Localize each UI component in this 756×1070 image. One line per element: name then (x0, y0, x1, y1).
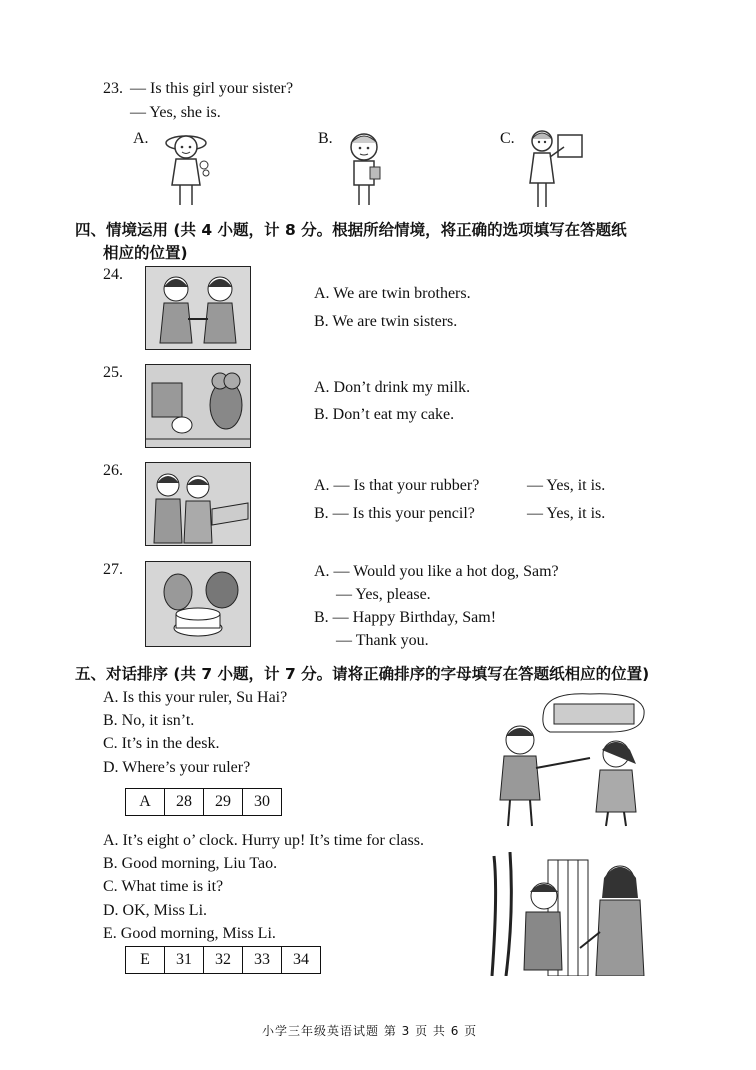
dialog1-line-d: D. Where’s your ruler? (103, 759, 251, 776)
q27-option-a-reply: — Yes, please. (336, 586, 431, 603)
boy-illustration (340, 125, 388, 210)
dialog1-answer-cell[interactable]: 29 (204, 789, 243, 816)
dialog1-line-c: C. It’s in the desk. (103, 735, 220, 752)
q26-children-desk-picture (145, 462, 251, 546)
q26-option-b-reply: — Yes, it is. (527, 505, 606, 522)
dialog2-answer-cell[interactable]: 32 (204, 947, 243, 974)
q26-option-a-reply: — Yes, it is. (527, 477, 606, 494)
page-footer: 小学三年级英语试题 第 3 页 共 6 页 (262, 1024, 478, 1038)
dialog1-answer-cell[interactable]: 30 (243, 789, 282, 816)
dialog2-answer-table (125, 946, 321, 974)
q27-option-b-reply: — Thank you. (336, 632, 429, 649)
q23-option-a: A. (133, 130, 149, 147)
dialog1-answer-cell[interactable]: 28 (165, 789, 204, 816)
girl-illustration (160, 125, 212, 210)
q27-option-a: A. — Would you like a hot dog, Sam? (314, 563, 559, 580)
dialog2-illustration (488, 852, 648, 976)
section4-heading-line1: 四、情境运用 (共 4 小题，计 8 分。根据所给情境，将正确的选项填写在答题纸 (75, 221, 627, 239)
q24-option-a: A. We are twin brothers. (314, 285, 471, 302)
dialog1-illustration (490, 688, 648, 828)
q25-number: 25. (103, 364, 123, 381)
q27-option-b: B. — Happy Birthday, Sam! (314, 609, 497, 626)
dialog2-answer-cell[interactable]: 33 (243, 947, 282, 974)
dialog2-answer-cell[interactable]: 34 (282, 947, 321, 974)
dialog2-line-a: A. It’s eight o’ clock. Hurry up! It’s time for class. (103, 832, 424, 849)
dialog1-line-b: B. No, it isn’t. (103, 712, 195, 729)
q25-option-a: A. Don’t drink my milk. (314, 379, 471, 396)
q25-mouse-picture (145, 364, 251, 448)
q24-option-b: B. We are twin sisters. (314, 313, 458, 330)
dialog2-line-b: B. Good morning, Liu Tao. (103, 855, 278, 872)
section4-heading-line2: 相应的位置) (103, 244, 188, 262)
dialog2-line-e: E. Good morning, Miss Li. (103, 925, 276, 942)
q26-option-a: A. — Is that your rubber? (314, 477, 480, 494)
dialog2-answer-cell[interactable]: 31 (165, 947, 204, 974)
q23-line1: — Is this girl your sister? (130, 80, 294, 97)
dialog2-answer-cell: E (126, 947, 165, 974)
q23-line2: — Yes, she is. (130, 104, 221, 121)
teacher-illustration (522, 125, 584, 210)
dialog2-line-c: C. What time is it? (103, 878, 224, 895)
dialog1-answer-table (125, 788, 282, 816)
q23-option-c: C. (500, 130, 515, 147)
section5-heading: 五、对话排序 (共 7 小题，计 7 分。请将正确排序的字母填写在答题纸相应的位置) (75, 665, 650, 683)
q26-option-b: B. — Is this your pencil? (314, 505, 475, 522)
q27-birthday-cake-picture (145, 561, 251, 647)
dialog1-answer-cell: A (126, 789, 165, 816)
q23-option-b: B. (318, 130, 333, 147)
q26-number: 26. (103, 462, 123, 479)
q27-number: 27. (103, 561, 123, 578)
q24-number: 24. (103, 266, 123, 283)
dialog1-line-a: A. Is this your ruler, Su Hai? (103, 689, 288, 706)
q24-twin-girls-picture (145, 266, 251, 350)
q25-option-b: B. Don’t eat my cake. (314, 406, 455, 423)
q23-number: 23. (103, 80, 123, 97)
dialog2-line-d: D. OK, Miss Li. (103, 902, 208, 919)
